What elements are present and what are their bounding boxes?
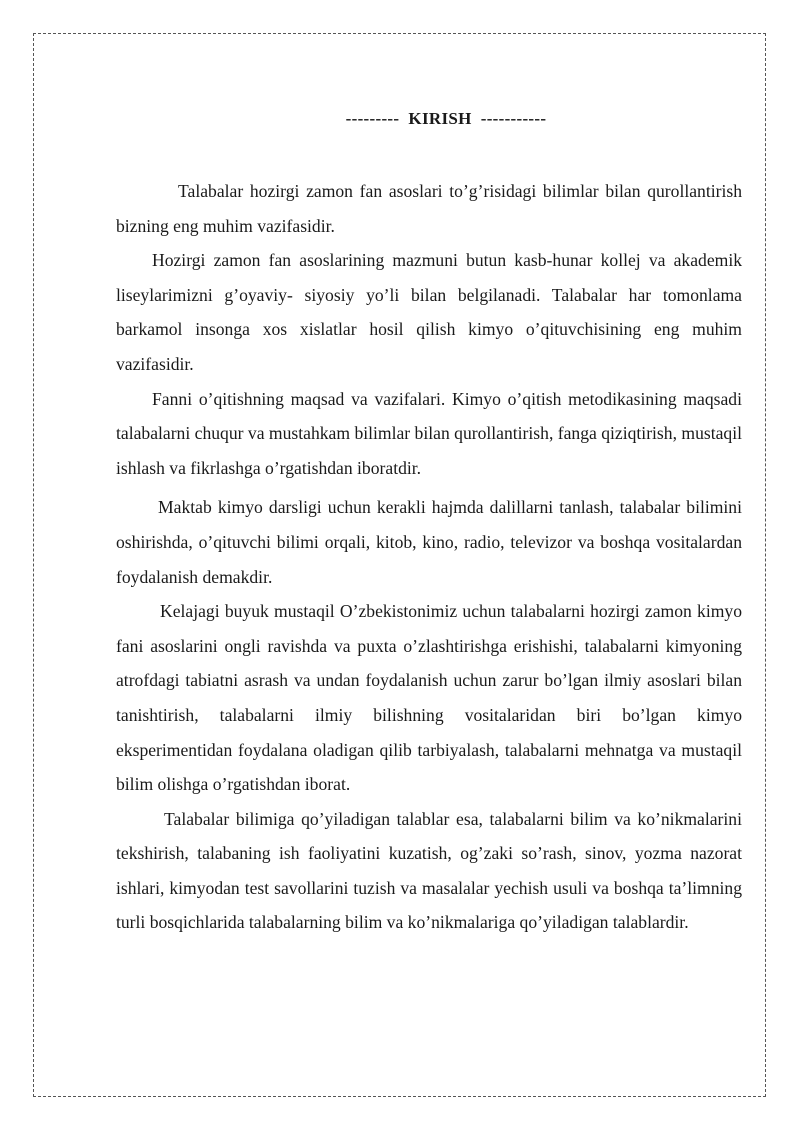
section-heading: --------- KIRISH ----------- <box>345 109 547 128</box>
document-body <box>116 174 742 940</box>
paragraph: Hozirgi zamon fan asoslarining mazmuni butun kasb-hunar kollej va akademik liseylarimizni g’oyaviy- siyosiy yo’li bilan belgilanadi. Talabalar har tomonlama barkamol insonga xos xislatlar hosil qilish kimyo o’qituvchisining eng muhim vazifasidir. <box>116 250 742 374</box>
paragraph: Fanni o’qitishning maqsad va vazifalari. Kimyo o’qitish metodikasining maqsadi talabalarni chuqur va mustahkam bilimlar bilan qurollantirish, fanga qiziqtirish, mustaqil ishlash va fikrlashga o’rgatishdan iboratdir. <box>116 388 742 478</box>
paragraph: Talabalar bilimiga qo’yiladigan talablar esa, talabalarni bilim va ko’nikmalarini tekshirish, talabaning ish faoliyatini kuzatish, og’zaki so’rash, sinov, yozma nazorat ishlari, kimyodan test savollarini tuzish va masalalar yechish usuli va boshqa ta’limning turli bosqichlarida talabalarning bilim va ko’nikmalariga qo’yiladigan talablardir. <box>116 808 742 933</box>
paragraph: Kelajagi buyuk mustaqil O’zbekistonimiz uchun talabalarni hozirgi zamon kimyo fani asoslarini ongli ravishda va puxta o’zlashtirishga erishishi, talabalarni kimyoning atrofdagi tabiatni asrash va undan foydalanish uchun zarur bo’lgan ilmiy asoslari bilan tanishtirish, talabalarni ilmiy bilishning vositalaridan biri bo’lgan kimyo eksperimentidan foydalana oladigan qilib tarbiyalash, talabalarni mehnatga va mustaqil bilim olishga o’rgatishdan iborat. <box>116 601 742 795</box>
paragraph: Talabalar hozirgi zamon fan asoslari to’g’risidagi bilimlar bilan qurollantirish bizning eng muhim vazifasidir. <box>116 181 742 236</box>
paragraph: Maktab kimyo darsligi uchun kerakli hajmda dalillarni tanlash, talabalar bilimini oshirishda, o’qituvchi bilimi orqali, kitob, kino, radio, televizor va boshqa vositalardan foydalanish demakdir. <box>116 497 742 587</box>
